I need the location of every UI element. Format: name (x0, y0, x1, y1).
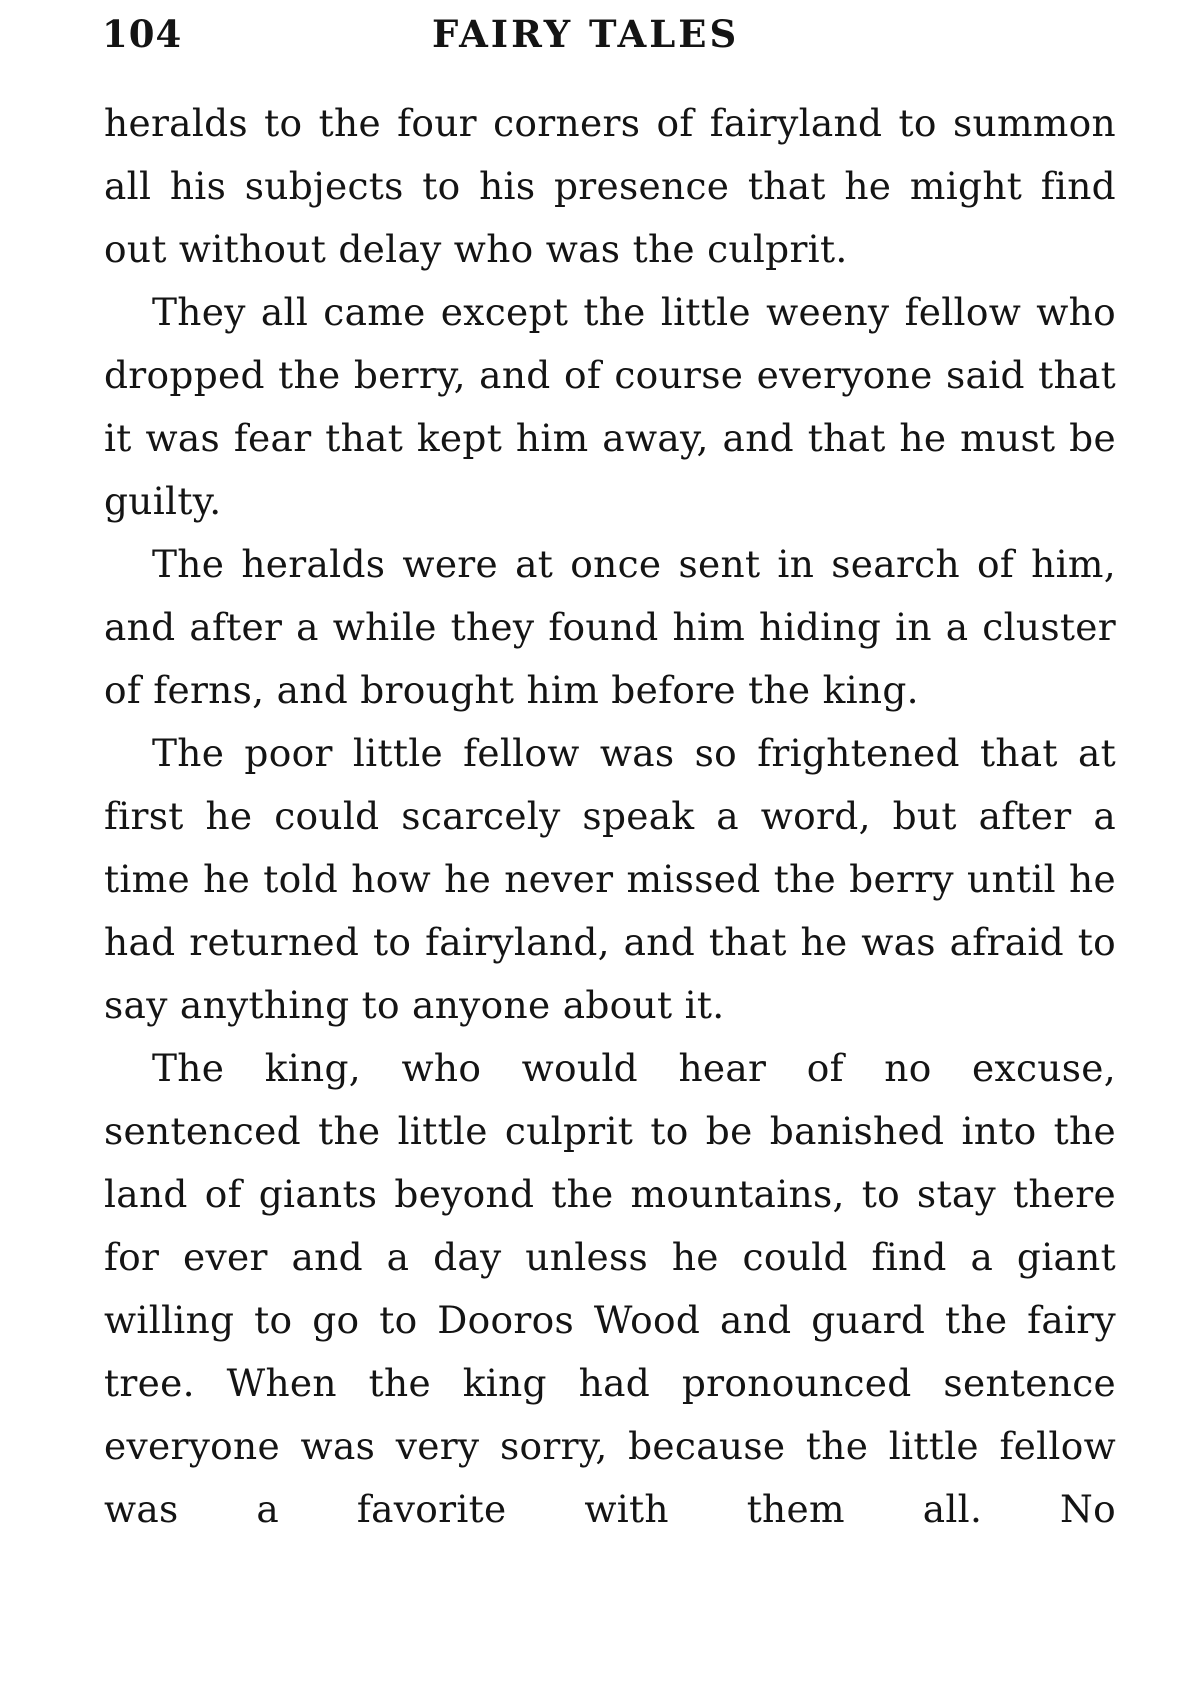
running-title: FAIRY TALES (432, 12, 740, 56)
body-text (104, 92, 1116, 1541)
running-head (102, 6, 1114, 66)
paragraph-1: heralds to the four corners of fairyland to summon all his subjects to his presence that he might find out without delay who was the culprit. (104, 101, 1116, 271)
paragraph-4: The poor little fellow was so frightened that at first he could scarcely speak a word, but after a time he told how he never missed the berry until he had returned to fairyland, and that he was afraid to say anything to anyone about it. (104, 731, 1116, 1027)
page-number: 104 (102, 12, 183, 56)
paragraph-5: The king, who would hear of no excuse, sentenced the little culprit to be banished into the land of giants beyond the mountains, to stay there for ever and a day unless he could find a giant willing to go to Dooros Wood and guard the fairy tree. When the king had pronounced sentence everyone was very sorry, because the little fellow was a favorite with them all. No (104, 1046, 1116, 1531)
paragraph-3: The heralds were at once sent in search of him, and after a while they found him hiding in a cluster of ferns, and brought him before the king. (104, 542, 1116, 712)
paragraph-2: They all came except the little weeny fellow who dropped the berry, and of course everyone said that it was fear that kept him away, and that he must be guilty. (104, 290, 1116, 523)
